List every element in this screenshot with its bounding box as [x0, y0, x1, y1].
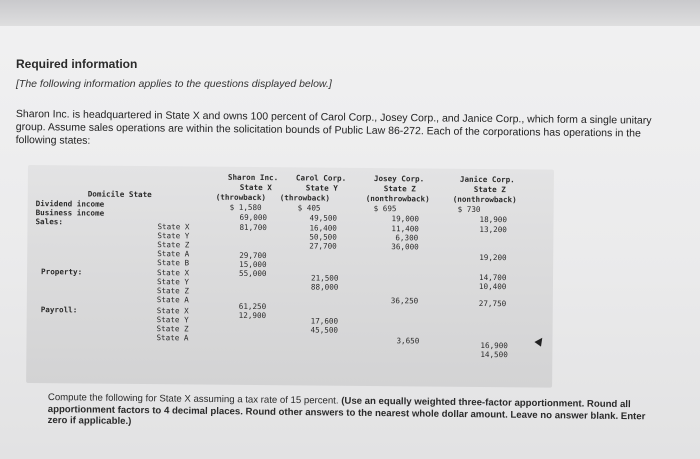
payroll-y-sharon: 12,900: [238, 310, 267, 321]
col-header-janice: Janice Corp.: [459, 174, 515, 185]
top-bar: [0, 0, 700, 26]
col-type-josey: (nonthrowback): [365, 193, 430, 204]
property-state-y: State Y: [156, 277, 190, 287]
business-income-label: Business income: [35, 208, 105, 218]
sales-x-janice: 13,200: [479, 224, 507, 235]
col-state-carol: State Y: [305, 183, 338, 193]
dividend-janice: $ 730: [457, 204, 481, 214]
sales-b-sharon: 15,000: [239, 259, 267, 270]
property-y-carol: 88,000: [310, 282, 339, 292]
business-sharon: 69,000: [239, 212, 268, 223]
col-header-josey: Josey Corp.: [373, 174, 425, 184]
payroll-state-y: State Y: [156, 315, 189, 325]
sales-a-sharon: 29,700: [239, 250, 267, 261]
col-type-janice: (nonthrowback): [452, 194, 517, 205]
domicile-label: Domicile State: [87, 189, 152, 200]
col-state-janice: State Z: [473, 184, 506, 195]
property-x-sharon: 55,000: [239, 268, 267, 279]
property-a-janice: 27,750: [478, 298, 507, 309]
col-state-sharon: State X: [239, 182, 272, 193]
instructions-bold-text: (Use an equally weighted three-factor apportionment. Round all apportionment factors to 4 decimal places. Round other answers to the nearest whole dollar amount. Leave no answer blank. Enter zero if applicable.): [47, 395, 646, 428]
dividend-josey: $ 695: [373, 204, 397, 214]
payroll-a-janice-2: 14,500: [480, 349, 508, 360]
problem-description: Sharon Inc. is headquartered in State X and owns 100 percent of Carol Corp., Josey Corp., and Janice Corp., which form a single unitary group. Assume sales operations are within the solicitation bounds of Public Law 86-272. Each of the corporations has operations in the following states:: [15, 108, 652, 147]
col-type-sharon: (throwback): [215, 192, 267, 203]
payroll-state-x: State X: [156, 306, 189, 316]
payroll-y-carol: 17,600: [310, 316, 339, 326]
state-operations-table: [26, 165, 568, 390]
sales-state-a: State A: [157, 249, 190, 259]
sales-a-janice: 19,200: [479, 252, 507, 263]
sales-x-josey: 11,400: [391, 224, 419, 234]
col-type-carol: (throwback): [279, 193, 331, 203]
business-janice: 18,900: [479, 214, 508, 225]
col-state-josey: State Z: [383, 184, 416, 194]
payroll-x-sharon: 61,250: [238, 301, 267, 312]
sales-y-carol: 50,500: [309, 232, 337, 242]
sales-z-carol: 27,700: [309, 241, 337, 251]
sales-z-josey: 36,000: [391, 242, 419, 252]
instructions-text: Compute the following for State X assuming a tax rate of 15 percent.: [47, 392, 339, 407]
payroll-z-carol: 45,500: [310, 325, 339, 335]
business-carol: 49,500: [309, 213, 338, 223]
col-header-sharon: Sharon Inc.: [227, 172, 279, 183]
question-instructions: [48, 392, 648, 434]
dividend-sharon: $ 1,580: [229, 202, 262, 213]
sales-label: Sales:: [35, 217, 63, 227]
property-state-x: State X: [157, 268, 190, 278]
property-label: Property:: [41, 267, 83, 277]
business-josey: 19,000: [391, 214, 420, 224]
sales-state-x: State X: [157, 222, 190, 232]
section-heading: Required information: [16, 57, 138, 71]
sales-state-z: State Z: [157, 240, 190, 250]
property-z-josey: 36,250: [390, 296, 419, 306]
payroll-a-janice-1: 16,900: [480, 340, 508, 351]
sales-y-josey: 6,300: [395, 233, 419, 243]
payroll-state-z: State Z: [156, 324, 189, 334]
sales-x-carol: 16,400: [309, 223, 337, 233]
intro-note: [The following information applies to the questions displayed below.]: [16, 78, 332, 90]
sales-state-b: State B: [157, 258, 190, 268]
property-state-a: State A: [156, 295, 189, 305]
sales-x-sharon: 81,700: [239, 222, 267, 233]
payroll-label: Payroll:: [40, 305, 78, 315]
dividend-income-label: Dividend income: [35, 199, 105, 209]
payroll-a-josey: 3,650: [396, 336, 420, 346]
property-x-janice: 14,700: [478, 272, 507, 283]
property-y-janice: 10,400: [478, 281, 507, 292]
sales-state-y: State Y: [157, 231, 190, 241]
payroll-state-a: State A: [156, 333, 189, 343]
property-state-z: State Z: [156, 286, 189, 296]
dividend-carol: $ 405: [297, 203, 321, 213]
property-x-carol: 21,500: [310, 273, 339, 283]
col-header-carol: Carol Corp.: [295, 173, 347, 183]
